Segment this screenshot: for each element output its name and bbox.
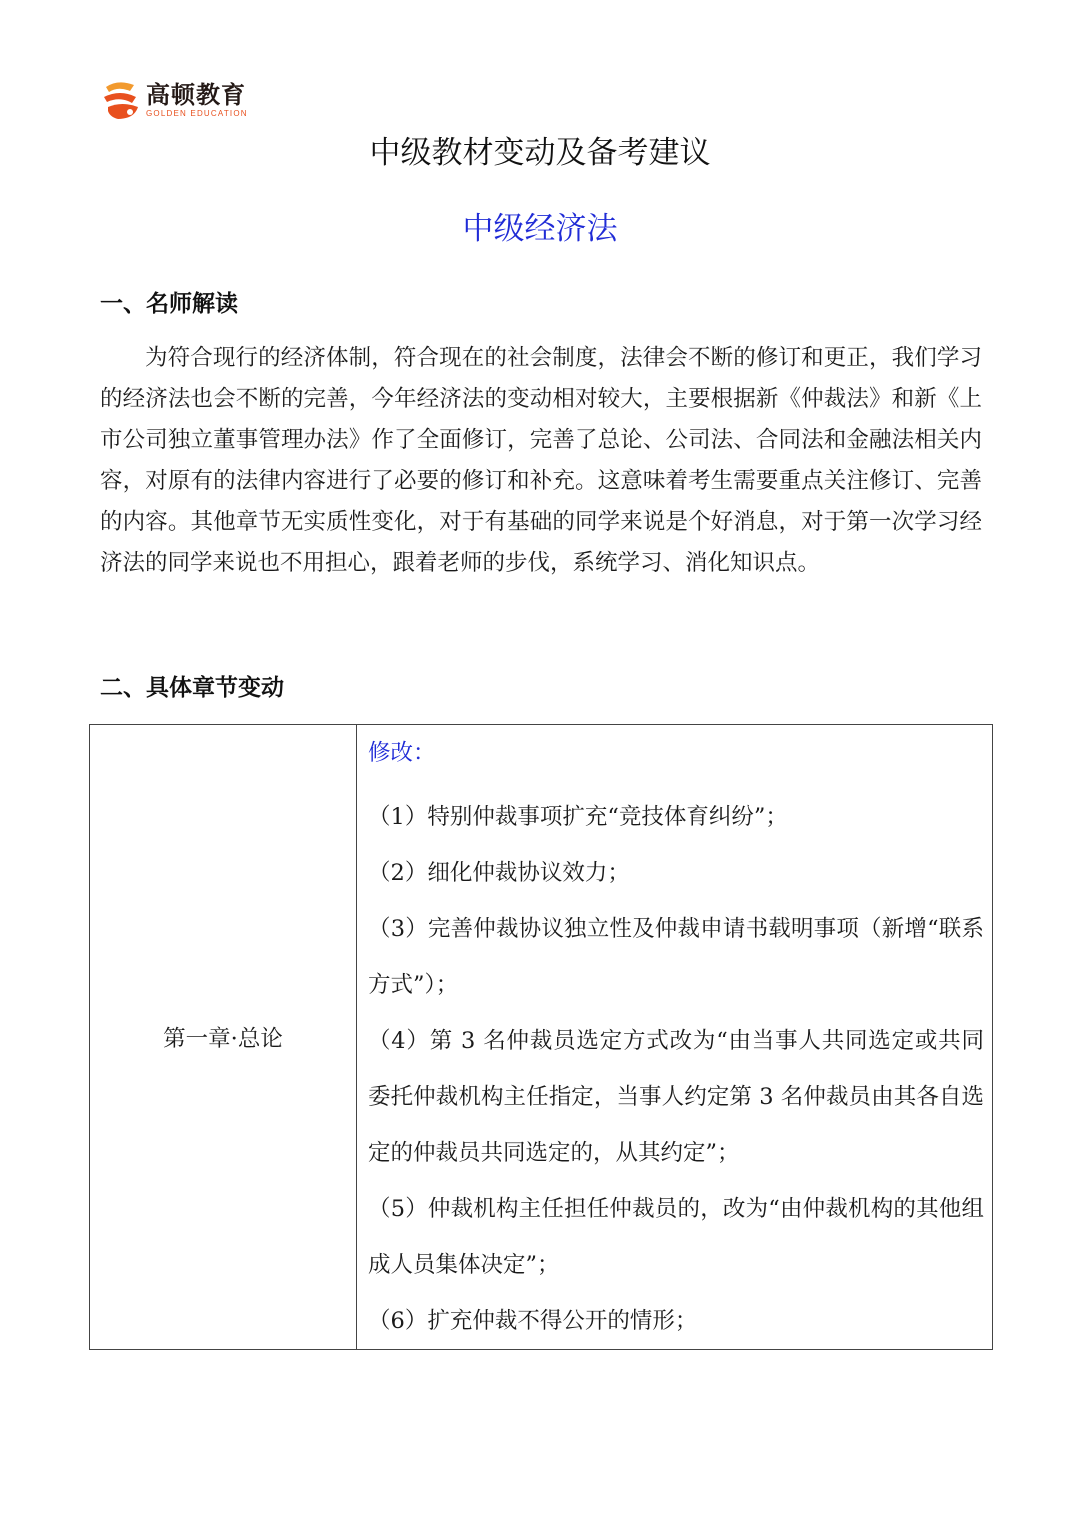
golden-education-logo-icon [100,77,142,123]
change-item-3: （3）完善仲裁协议独立性及仲裁申请书载明事项（新增“联系方式”）； [368,916,984,998]
document-title: 中级教材变动及备考建议 [369,135,711,171]
change-content-cell [357,725,993,1350]
document-subtitle: 中级经济法 [462,211,618,247]
change-item-1: （1）特别仲裁事项扩充“竞技体育纠纷”； [368,804,788,830]
change-item-2: （2）细化仲裁协议效力； [368,860,630,886]
logo-name-cn: 高顿教育 [146,81,246,109]
chapter-changes-table [89,724,993,1350]
change-item-4: （4）第 3 名仲裁员选定方式改为“由当事人共同选定或共同委托仲裁机构主任指定，当事人约定第 3 名仲裁员由其各自选定的仲裁员共同选定的，从其约定”； [368,1028,984,1166]
intro-paragraph: 为符合现行的经济体制，符合现在的社会制度，法律会不断的修订和更正，我们学习的经济法也会不断的完善，今年经济法的变动相对较大，主要根据新《仲裁法》和新《上市公司独立董事管理办法》作了全面修订，完善了总论、公司法、合同法和金融法相关内容，对原有的法律内容进行了必要的修订和补充。这意味着考生需要重点关注修订、完善的内容。其他章节无实质性变化，对于有基础的同学来说是个好消息，对于第一次学习经济法的同学来说也不用担心，跟着老师的步伐，系统学习、消化知识点。 [100,345,982,576]
change-item-5: （5）仲裁机构主任担任仲裁员的，改为“由仲裁机构的其他组成人员集体决定”； [368,1196,984,1278]
change-item-6: （6）扩充仲裁不得公开的情形； [368,1308,698,1334]
brand-logo [100,76,248,124]
section-heading-teacher-interpretation: 一、名师解读 [100,291,238,317]
chapter-name-cell: 第一章·总论 [90,725,357,1350]
logo-name-en: GOLDEN EDUCATION [146,109,248,118]
table-row [90,725,993,1350]
section-heading-chapter-changes: 二、具体章节变动 [100,675,284,701]
change-type-label: 修改： [368,740,436,766]
